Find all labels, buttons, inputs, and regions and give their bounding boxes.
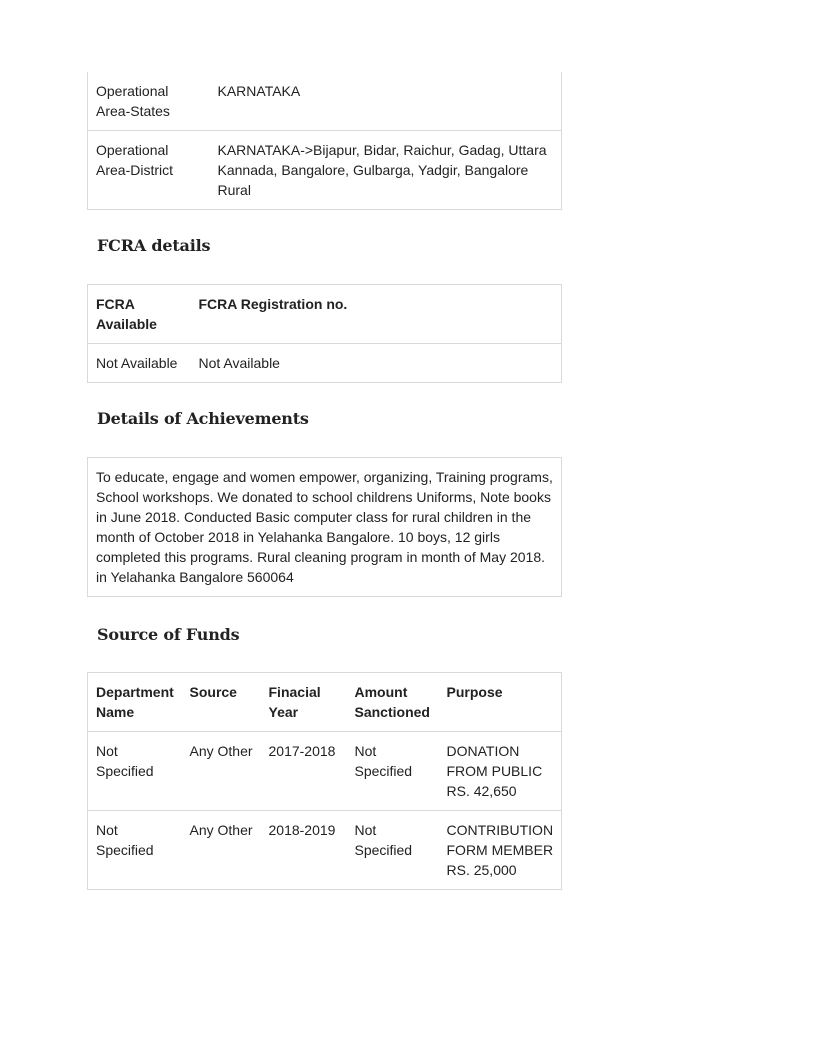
operational-area-section <box>87 72 562 210</box>
fcra-registration-value: Not Available <box>191 344 562 383</box>
amount-cell: Not Specified <box>347 732 439 811</box>
financial-year-cell: 2018-2019 <box>261 811 347 890</box>
department-cell: Not Specified <box>88 732 182 811</box>
amount-header: Amount Sanctioned <box>354 684 430 720</box>
operational-district-label: Operational Area-District <box>88 131 210 210</box>
operational-states-label: Operational Area-States <box>96 83 170 119</box>
amount-cell: Not Specified <box>347 811 439 890</box>
purpose-cell: CONTRIBUTION FORM MEMBER RS. 25,000 <box>439 811 562 890</box>
fcra-table <box>87 284 562 383</box>
funds-table <box>87 672 562 890</box>
department-cell: Not Specified <box>88 811 182 890</box>
operational-district-value: KARNATAKA->Bijapur, Bidar, Raichur, Gadag, Uttara Kannada, Bangalore, Gulbarga, Yadgir, Bangalore Rural <box>210 131 562 210</box>
table-row <box>88 344 562 383</box>
achievements-text: To educate, engage and women empower, organizing, Training programs, School workshops. We donated to school childrens Uniforms, Note books in June 2018. Conducted Basic computer class for rural children in the month of October 2018 in Yelahanka Bangalore. 10 boys, 12 girls completed this programs. Rural cleaning program in month of May 2018. in Yelahanka Bangalore 560064 <box>87 457 562 597</box>
fcra-available-value: Not Available <box>88 344 191 383</box>
purpose-header: Purpose <box>446 684 503 700</box>
table-row <box>88 732 562 811</box>
fcra-registration-header: FCRA Registration no. <box>198 296 348 312</box>
operational-area-table <box>87 72 562 210</box>
table-row <box>88 72 562 131</box>
purpose-cell: DONATION FROM PUBLIC RS. 42,650 <box>439 732 562 811</box>
department-header: Department Name <box>96 684 174 720</box>
operational-states-value: KARNATAKA <box>217 83 301 99</box>
financial-year-cell: 2017-2018 <box>261 732 347 811</box>
fcra-available-header: FCRA Available <box>96 296 157 332</box>
table-header-row <box>88 285 562 344</box>
source-header: Source <box>189 684 237 700</box>
achievements-heading: Details of Achievements <box>97 409 309 428</box>
source-cell: Any Other <box>182 732 261 811</box>
fcra-heading: FCRA details <box>97 236 211 255</box>
funds-heading: Source of Funds <box>97 625 240 644</box>
funds-section <box>87 672 562 890</box>
table-row <box>88 811 562 890</box>
financial-year-header: Finacial Year <box>268 684 321 720</box>
source-cell: Any Other <box>182 811 261 890</box>
table-header-row <box>88 673 562 732</box>
fcra-section <box>87 284 562 383</box>
table-row <box>88 131 562 210</box>
